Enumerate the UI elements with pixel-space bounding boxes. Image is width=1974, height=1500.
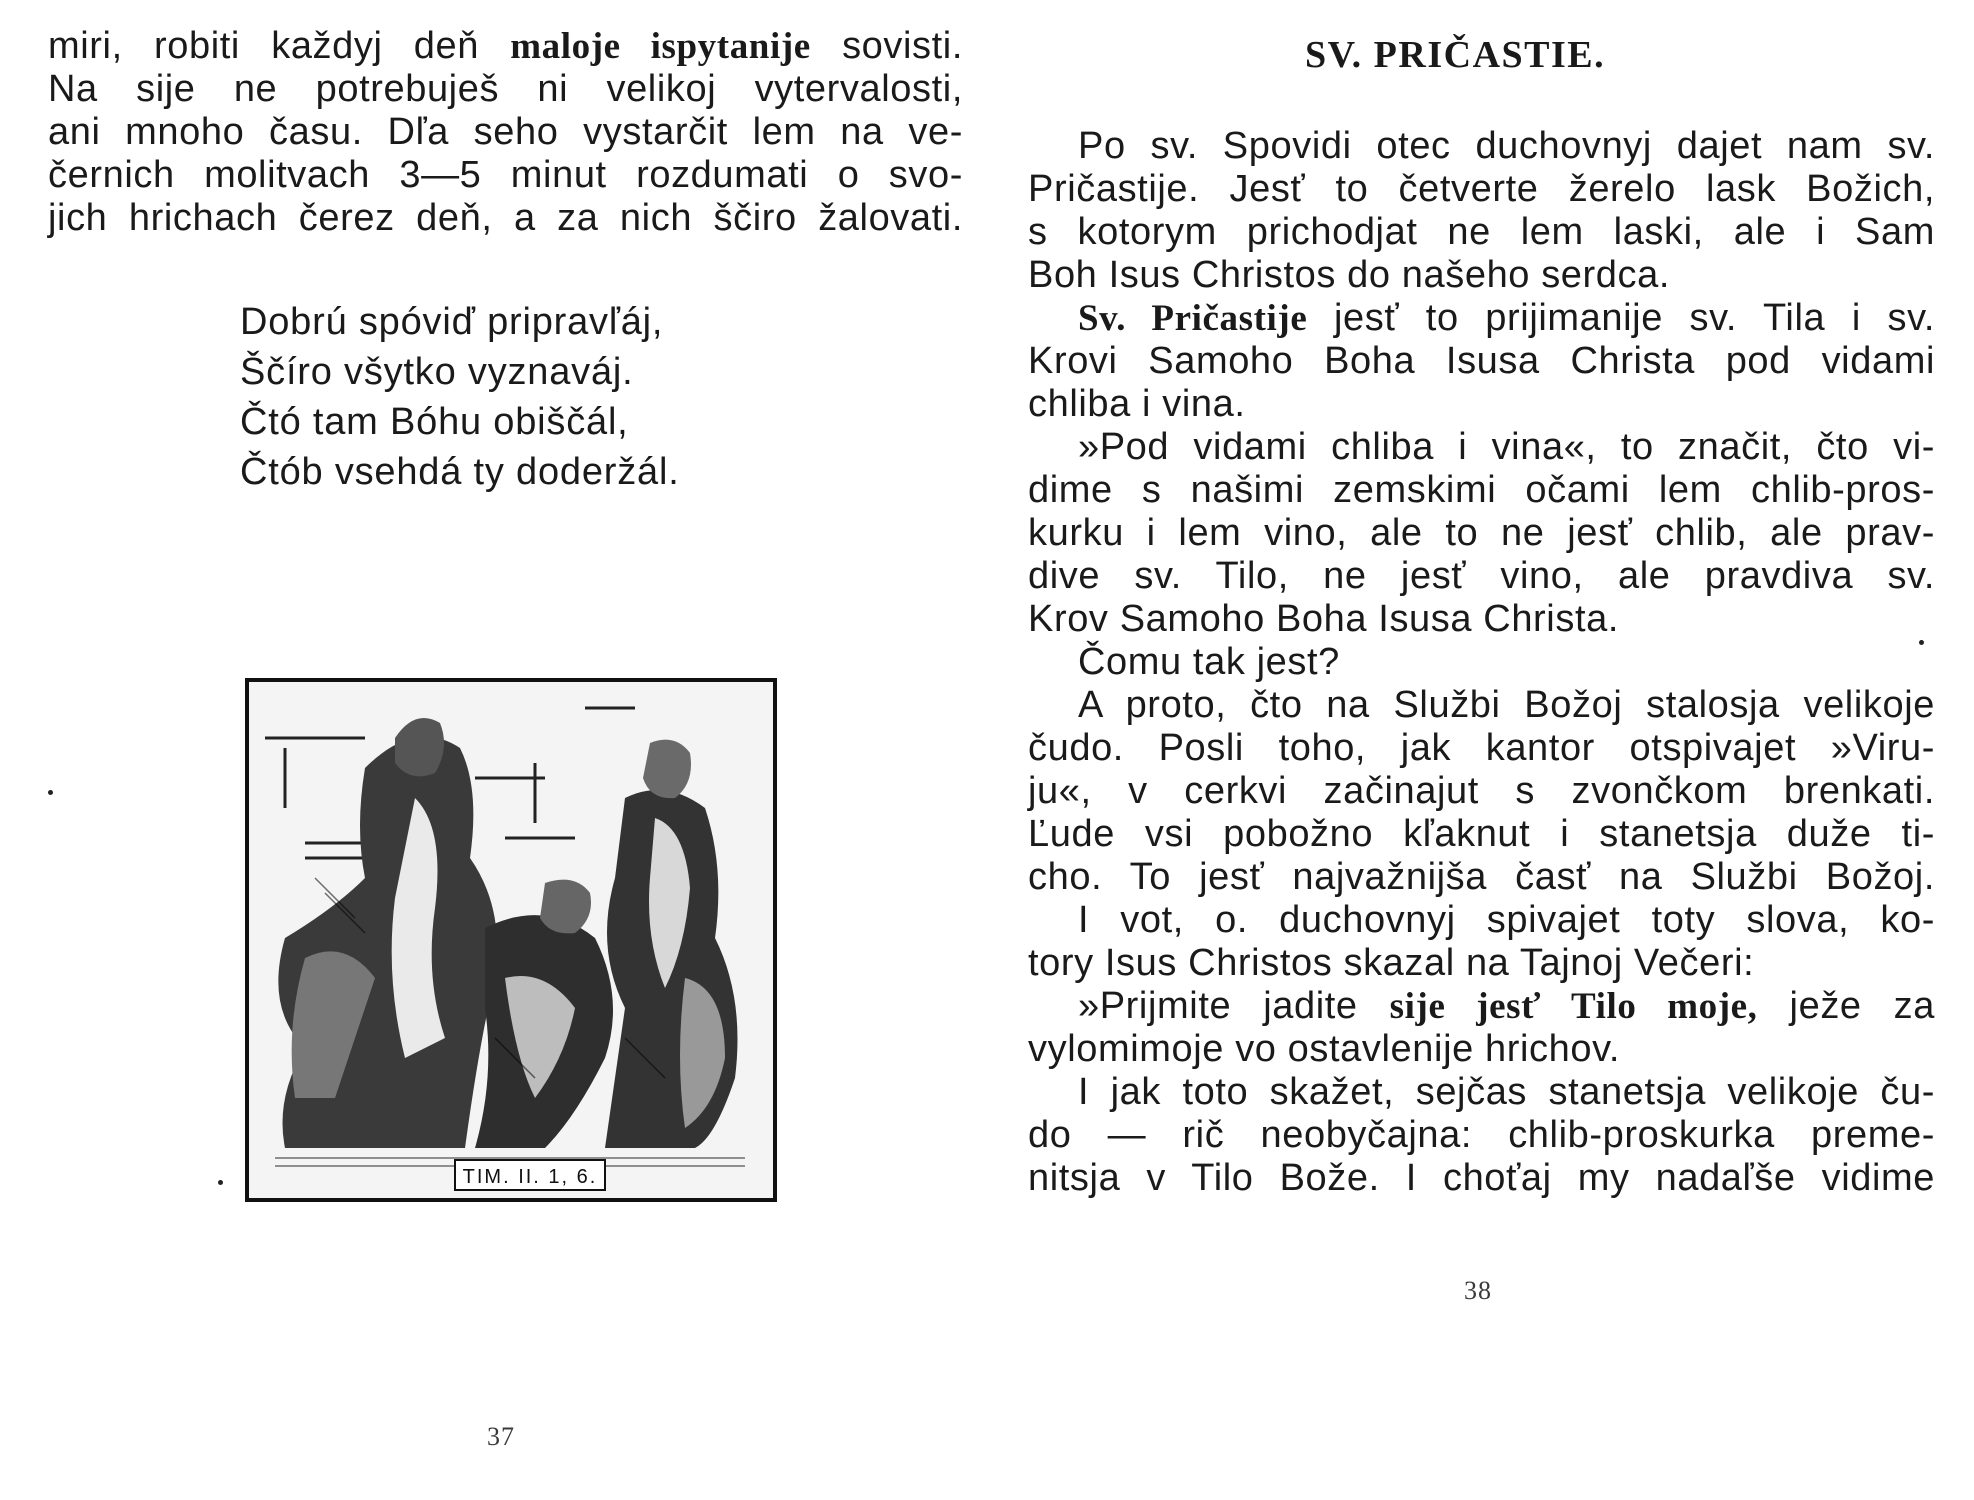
text-line xyxy=(1028,770,1935,813)
text-run: Pričastije. Jesť to četverte žerelo lask Božich, xyxy=(1028,168,1935,210)
text-run: ježe za xyxy=(1757,985,1935,1027)
text-run: Krovi Samoho Boha Isusa Christa pod vidami xyxy=(1028,340,1935,382)
text-run: Po sv. Spovidi otec duchovnyj dajet nam sv. xyxy=(1078,125,1935,167)
page-number-right: 38 xyxy=(1464,1276,1492,1305)
text-run: s kotorym prichodjat ne lem laski, ale i Sam xyxy=(1028,211,1935,253)
text-line xyxy=(48,197,963,240)
text-run: Ľude vsi pobožno kľaknut i stanetsja duže ti- xyxy=(1028,813,1935,855)
text-line xyxy=(1028,426,1935,469)
bold-text: sije jesť Tilo moje, xyxy=(1389,986,1758,1027)
text-line xyxy=(1028,125,1935,168)
text-run: ju«, v cerkvi začinajut s zvončkom brenkati. xyxy=(1028,770,1935,812)
verse-line: Ščíro všytko vyznaváj. xyxy=(240,351,634,393)
text-run: chliba i vina. xyxy=(1028,383,1246,425)
text-line xyxy=(1028,512,1935,555)
text-run: I vot, o. duchovnyj spivajet toty slova, ko- xyxy=(1078,899,1935,941)
text-run: nitsja v Tilo Bože. I choťaj my nadaľše vidime xyxy=(1028,1157,1935,1199)
left-paragraph xyxy=(48,25,963,240)
text-run: Krov Samoho Boha Isusa Christa. xyxy=(1028,598,1619,640)
text-run: dime s našimi zemskimi očami lem chlib-pros- xyxy=(1028,469,1935,511)
text-run: »Pod vidami chliba i vina«, to značit, čto vi- xyxy=(1078,426,1935,468)
text-line xyxy=(1028,727,1935,770)
text-line xyxy=(1028,813,1935,856)
text-run: ani mnoho času. Dľa seho vystarčit lem na ve- xyxy=(48,111,963,153)
text-line xyxy=(48,25,963,68)
text-line xyxy=(1028,1071,1935,1114)
text-run: jich hrichach čerez deň, a za nich ščiro žalovati. xyxy=(48,197,963,239)
text-run: cho. To jesť najvažnijša časť na Službi Božoj. xyxy=(1028,856,1935,898)
page-number-left: 37 xyxy=(487,1422,515,1451)
print-speck xyxy=(218,1180,223,1185)
text-line xyxy=(1028,641,1935,684)
text-line xyxy=(1028,899,1935,942)
bold-text: maloje ispytanije xyxy=(510,26,811,67)
text-run: dive sv. Tilo, ne jesť vino, ale pravdiva sv. xyxy=(1028,555,1935,597)
text-run: jesť to prijimanije sv. Tila i sv. xyxy=(1307,297,1936,339)
text-line xyxy=(1028,254,1935,297)
text-line xyxy=(1028,469,1935,512)
text-line xyxy=(1028,1114,1935,1157)
text-run: vylomimoje vo ostavlenije hrichov. xyxy=(1028,1028,1621,1070)
verse-line: Čtób vsehdá ty doderžál. xyxy=(240,451,680,493)
text-line xyxy=(1028,168,1935,211)
text-line xyxy=(1028,555,1935,598)
text-line xyxy=(1028,598,1935,641)
text-line xyxy=(1028,985,1935,1028)
text-line xyxy=(1028,383,1935,426)
text-line xyxy=(1028,1157,1935,1200)
text-line xyxy=(1028,340,1935,383)
illustration xyxy=(245,678,777,1202)
text-line xyxy=(1028,1028,1935,1071)
text-line xyxy=(48,111,963,154)
text-run: sovisti. xyxy=(810,25,963,67)
text-line xyxy=(1028,856,1935,899)
print-speck xyxy=(48,790,53,795)
text-line xyxy=(1028,211,1935,254)
verse-line: Čtó tam Bóhu obiščál, xyxy=(240,401,629,443)
text-run: Čomu tak jest? xyxy=(1078,641,1340,683)
print-speck xyxy=(1919,640,1924,645)
text-line xyxy=(1028,297,1935,340)
text-run: miri, robiti každyj deň xyxy=(48,25,511,67)
text-run: Na sije ne potrebuješ ni velikoj vytervalosti, xyxy=(48,68,963,110)
text-run: černich molitvach 3—5 minut rozdumati o svo- xyxy=(48,154,963,196)
right-page xyxy=(987,0,1974,1500)
text-line xyxy=(1028,684,1935,727)
text-line xyxy=(48,154,963,197)
text-run: kurku i lem vino, ale to ne jesť chlib, ale prav- xyxy=(1028,512,1935,554)
text-run: A proto, čto na Službi Božoj stalosja velikoje xyxy=(1078,684,1935,726)
text-line xyxy=(48,68,963,111)
text-run: »Prijmite jadite xyxy=(1078,985,1390,1027)
verse-line: Dobrú spóviď pripravľáj, xyxy=(240,301,664,343)
text-run: Boh Isus Christos do našeho serdca. xyxy=(1028,254,1671,296)
text-run: tory Isus Christos skazal na Tajnoj Večeri: xyxy=(1028,942,1755,984)
text-run: čudo. Posli toho, jak kantor otspivajet »Viru- xyxy=(1028,727,1935,769)
illustration-caption: TIM. II. 1, 6. xyxy=(462,1166,598,1188)
bold-text: Sv. Pričastije xyxy=(1078,298,1308,339)
verse-block xyxy=(240,297,680,497)
right-paragraph xyxy=(1028,125,1935,1200)
text-run: do — rič neobyčajna: chlib-proskurka preme- xyxy=(1028,1114,1935,1156)
ordination-engraving-image xyxy=(245,678,777,1202)
chapter-title: SV. PRIČASTIE. xyxy=(1305,34,1606,76)
text-run: I jak toto skažet, sejčas stanetsja velikoje ču- xyxy=(1078,1071,1935,1113)
text-line xyxy=(1028,942,1935,985)
